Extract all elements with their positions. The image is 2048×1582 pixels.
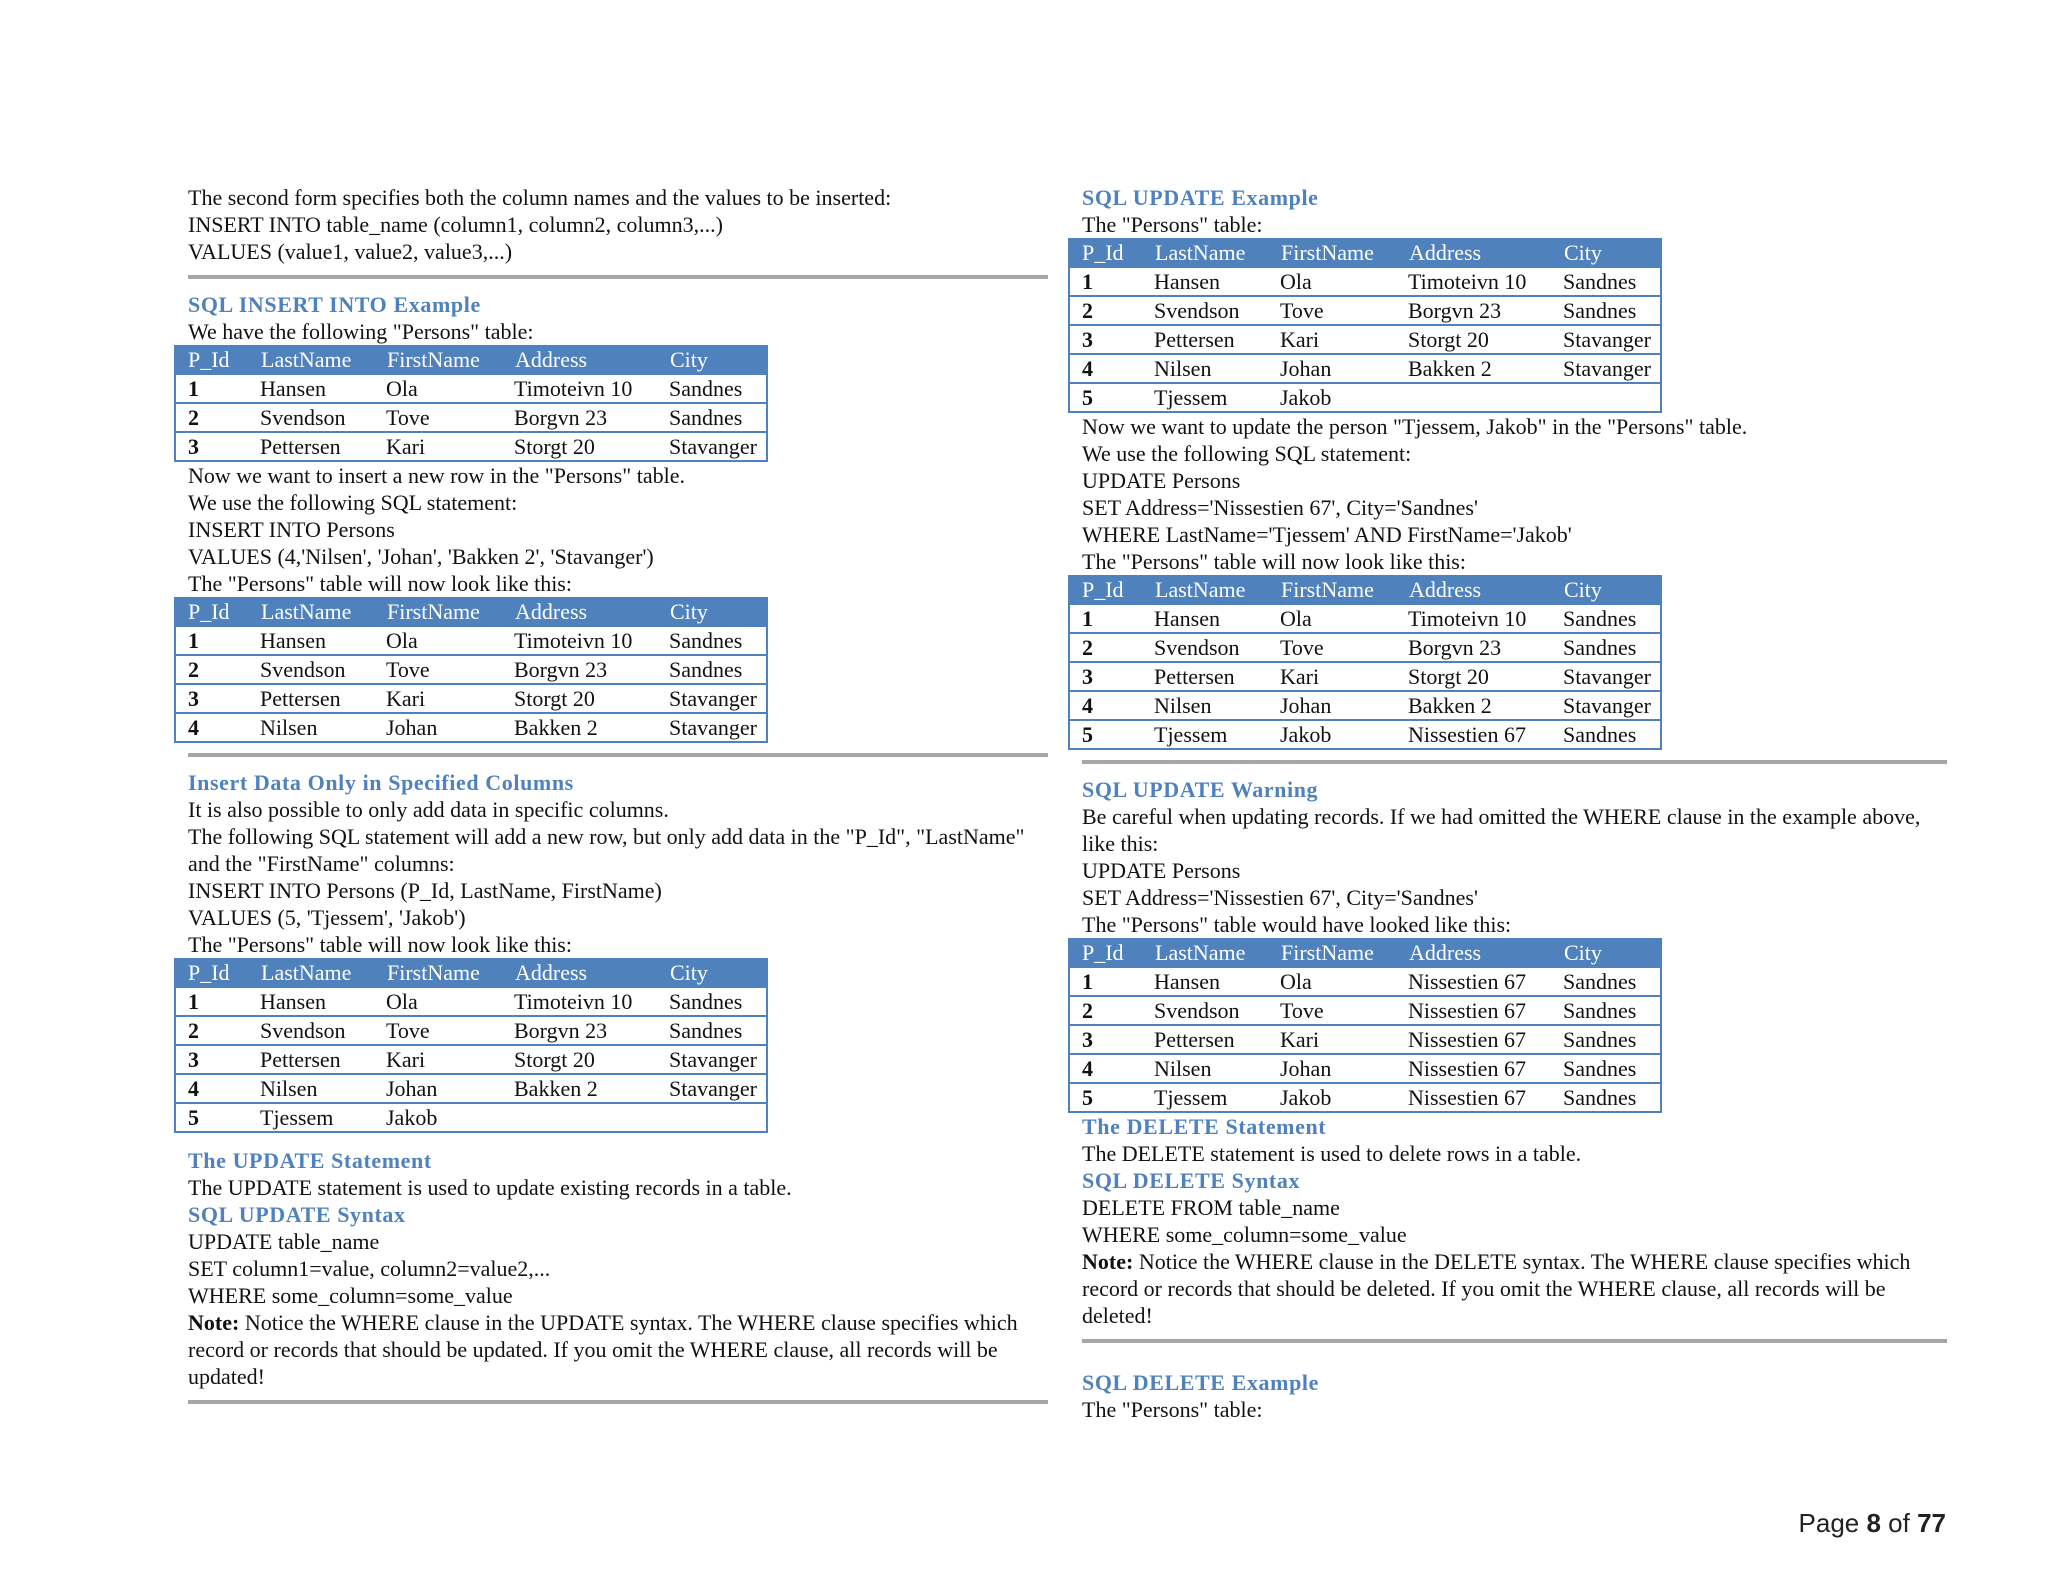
table-cell: Sandnes: [657, 403, 767, 432]
table-cell: Stavanger: [657, 1045, 767, 1074]
table-header-row: [1069, 939, 1661, 967]
syntax-line: UPDATE table_name: [188, 1229, 380, 1254]
table-row: [1069, 325, 1661, 354]
table-cell: Bakken 2: [1396, 691, 1551, 720]
persons-table: [1068, 575, 1662, 750]
table-row: [175, 403, 767, 432]
delete-syntax-heading: SQL DELETE Syntax: [1082, 1168, 1301, 1193]
table-cell: Nissestien 67: [1396, 1025, 1551, 1054]
table-cell: Johan: [374, 713, 502, 742]
persons-table: [174, 958, 768, 1133]
table-row: [175, 1074, 767, 1103]
table-cell: Stavanger: [657, 432, 767, 461]
specified-line: VALUES (5, 'Tjessem', 'Jakob'): [188, 905, 466, 930]
table-cell: 5: [1069, 1083, 1142, 1112]
table-row: [1069, 691, 1661, 720]
column-header: City: [1551, 939, 1661, 967]
delete-statement-heading: The DELETE Statement: [1082, 1114, 1327, 1139]
table-cell: Borgvn 23: [502, 655, 657, 684]
table-row: [1069, 1083, 1661, 1112]
table-cell: 2: [1069, 996, 1142, 1025]
table-cell: Storgt 20: [1396, 325, 1551, 354]
table-cell: Tjessem: [1142, 1083, 1268, 1112]
column-header: FirstName: [374, 346, 502, 374]
table-row: [175, 684, 767, 713]
update-mid-line: The "Persons" table will now look like this:: [1082, 549, 1466, 574]
table-cell: 1: [175, 987, 248, 1016]
specified-line: The "Persons" table will now look like this:: [188, 932, 572, 957]
table-cell: Ola: [1268, 604, 1396, 633]
table-cell: Sandnes: [1551, 1025, 1661, 1054]
table-cell: Tove: [1268, 996, 1396, 1025]
column-header: Address: [502, 598, 657, 626]
column-header: LastName: [248, 346, 374, 374]
table-cell: Stavanger: [1551, 662, 1661, 691]
column-header: FirstName: [374, 959, 502, 987]
table-header-row: [175, 959, 767, 987]
warning-line: The "Persons" table would have looked like this:: [1082, 912, 1512, 937]
table-row: [1069, 296, 1661, 325]
specified-columns-heading: Insert Data Only in Specified Columns: [188, 770, 574, 795]
table-cell: Borgvn 23: [502, 1016, 657, 1045]
table-row: [175, 374, 767, 403]
column-header: Address: [502, 346, 657, 374]
table-cell: 3: [175, 684, 248, 713]
table-cell: Ola: [1268, 967, 1396, 996]
column-header: LastName: [1142, 939, 1268, 967]
table-cell: Johan: [1268, 1054, 1396, 1083]
column-header: City: [657, 598, 767, 626]
table-cell: Sandnes: [1551, 633, 1661, 662]
table-cell: Sandnes: [657, 1016, 767, 1045]
table-cell: Borgvn 23: [1396, 296, 1551, 325]
update-mid-line: We use the following SQL statement:: [1082, 441, 1412, 466]
warning-text: Be careful when updating records. If we had omitted the WHERE clause in the example above, like this:: [1082, 804, 1921, 856]
table-cell: Hansen: [1142, 967, 1268, 996]
table-cell: Stavanger: [657, 1074, 767, 1103]
table-cell: [502, 1103, 657, 1132]
table-cell: 3: [175, 1045, 248, 1074]
table-cell: Stavanger: [657, 684, 767, 713]
column-header: P_Id: [1069, 576, 1142, 604]
insert-mid-line: We use the following SQL statement:: [188, 490, 518, 515]
table-cell: Jakob: [1268, 383, 1396, 412]
left-column: [188, 184, 1048, 1416]
table-row: [1069, 720, 1661, 749]
table-cell: Sandnes: [1551, 996, 1661, 1025]
table-cell: Bakken 2: [1396, 354, 1551, 383]
update-statement-text: The UPDATE statement is used to update existing records in a table.: [188, 1175, 792, 1200]
table-cell: [1551, 383, 1661, 412]
intro-line: VALUES (value1, value2, value3,...): [188, 239, 513, 264]
column-header: FirstName: [374, 598, 502, 626]
table-cell: Sandnes: [657, 626, 767, 655]
persons-table: [174, 597, 768, 743]
table-cell: [657, 1103, 767, 1132]
column-header: LastName: [248, 598, 374, 626]
update-statement-heading: The UPDATE Statement: [188, 1148, 432, 1173]
table-row: [1069, 1054, 1661, 1083]
table-cell: Tjessem: [1142, 383, 1268, 412]
table-cell: Stavanger: [1551, 691, 1661, 720]
insert-mid-line: VALUES (4,'Nilsen', 'Johan', 'Bakken 2', 'Stavanger'): [188, 544, 654, 569]
intro-line: The second form specifies both the column names and the values to be inserted:: [188, 185, 892, 210]
column-header: City: [657, 346, 767, 374]
table-cell: Johan: [374, 1074, 502, 1103]
table-cell: Timoteivn 10: [502, 626, 657, 655]
note-label: Note:: [188, 1310, 240, 1335]
table-cell: Stavanger: [1551, 354, 1661, 383]
column-header: P_Id: [175, 959, 248, 987]
table-cell: Pettersen: [248, 684, 374, 713]
table-cell: Kari: [374, 1045, 502, 1074]
specified-line: It is also possible to only add data in specific columns.: [188, 797, 669, 822]
table-cell: Storgt 20: [502, 684, 657, 713]
table-cell: Tove: [374, 655, 502, 684]
table-cell: Pettersen: [1142, 1025, 1268, 1054]
table-cell: 3: [175, 432, 248, 461]
table-row: [175, 1103, 767, 1132]
table-cell: Tjessem: [1142, 720, 1268, 749]
table-cell: Sandnes: [1551, 604, 1661, 633]
table-cell: 1: [1069, 267, 1142, 296]
table-cell: Kari: [1268, 662, 1396, 691]
table-cell: Ola: [374, 987, 502, 1016]
table-row: [175, 1016, 767, 1045]
table-cell: Tove: [374, 403, 502, 432]
table-cell: Svendson: [1142, 633, 1268, 662]
table-cell: 2: [175, 1016, 248, 1045]
table-cell: Ola: [374, 626, 502, 655]
table-cell: Storgt 20: [1396, 662, 1551, 691]
table-cell: Nilsen: [248, 1074, 374, 1103]
persons-table: [1068, 938, 1662, 1113]
table-cell: Sandnes: [1551, 1083, 1661, 1112]
table-cell: 2: [175, 655, 248, 684]
table-row: [1069, 1025, 1661, 1054]
table-cell: 2: [1069, 296, 1142, 325]
table-row: [1069, 996, 1661, 1025]
syntax-line: SET column1=value, column2=value2,...: [188, 1256, 551, 1281]
table-cell: Johan: [1268, 354, 1396, 383]
syntax-line: WHERE some_column=some_value: [1082, 1222, 1407, 1247]
syntax-line: WHERE some_column=some_value: [188, 1283, 513, 1308]
column-header: FirstName: [1268, 939, 1396, 967]
table-cell: Svendson: [1142, 996, 1268, 1025]
table-cell: 3: [1069, 662, 1142, 691]
table-cell: 5: [175, 1103, 248, 1132]
intro-line: INSERT INTO table_name (column1, column2, column3,...): [188, 212, 723, 237]
update-note: [188, 1309, 1048, 1390]
table-cell: Sandnes: [657, 655, 767, 684]
note-text: Notice the WHERE clause in the DELETE syntax. The WHERE clause specifies which record or records that should be deleted. If you omit the WHERE clause, all records will be deleted!: [1082, 1249, 1911, 1328]
specified-line: INSERT INTO Persons (P_Id, LastName, FirstName): [188, 878, 662, 903]
table-cell: Jakob: [1268, 720, 1396, 749]
column-header: LastName: [1142, 576, 1268, 604]
table-cell: Stavanger: [657, 713, 767, 742]
syntax-line: DELETE FROM table_name: [1082, 1195, 1340, 1220]
table-cell: Sandnes: [1551, 1054, 1661, 1083]
table-row: [1069, 604, 1661, 633]
update-example-heading: SQL UPDATE Example: [1082, 185, 1319, 210]
delete-note: [1082, 1248, 1947, 1329]
table-cell: Sandnes: [1551, 267, 1661, 296]
table-cell: Nilsen: [248, 713, 374, 742]
table-cell: Sandnes: [1551, 967, 1661, 996]
column-header: P_Id: [175, 346, 248, 374]
column-header: LastName: [1142, 239, 1268, 267]
table-cell: Timoteivn 10: [1396, 604, 1551, 633]
table-row: [1069, 354, 1661, 383]
table-cell: 4: [1069, 1054, 1142, 1083]
table-row: [175, 432, 767, 461]
table-header-row: [175, 598, 767, 626]
table-cell: Jakob: [374, 1103, 502, 1132]
table-cell: Tove: [1268, 633, 1396, 662]
table-cell: Timoteivn 10: [1396, 267, 1551, 296]
table-cell: Tjessem: [248, 1103, 374, 1132]
table-cell: 1: [1069, 604, 1142, 633]
table-row: [1069, 662, 1661, 691]
table-cell: Jakob: [1268, 1083, 1396, 1112]
table-cell: Nilsen: [1142, 691, 1268, 720]
delete-example-text: The "Persons" table:: [1082, 1397, 1263, 1422]
delete-statement-text: The DELETE statement is used to delete rows in a table.: [1082, 1141, 1582, 1166]
table-row: [1069, 267, 1661, 296]
table-cell: Kari: [1268, 1025, 1396, 1054]
insert-mid-line: Now we want to insert a new row in the "Persons" table.: [188, 463, 685, 488]
column-header: City: [1551, 576, 1661, 604]
table-cell: Ola: [1268, 267, 1396, 296]
update-example-text: The "Persons" table:: [1082, 212, 1263, 237]
table-cell: Sandnes: [657, 374, 767, 403]
page-current: 8: [1866, 1508, 1881, 1538]
column-header: Address: [1396, 239, 1551, 267]
table-header-row: [1069, 239, 1661, 267]
update-syntax-heading: SQL UPDATE Syntax: [188, 1202, 406, 1227]
column-header: FirstName: [1268, 576, 1396, 604]
column-header: P_Id: [1069, 939, 1142, 967]
table-cell: Hansen: [248, 987, 374, 1016]
table-cell: Nilsen: [1142, 354, 1268, 383]
table-row: [175, 1045, 767, 1074]
page-prefix: Page: [1798, 1508, 1867, 1538]
persons-table: [174, 345, 768, 462]
table-cell: Storgt 20: [502, 432, 657, 461]
table-cell: Svendson: [248, 1016, 374, 1045]
table-cell: Svendson: [248, 403, 374, 432]
table-cell: Hansen: [248, 626, 374, 655]
update-mid-line: WHERE LastName='Tjessem' AND FirstName='Jakob': [1082, 522, 1572, 547]
table-cell: Kari: [374, 684, 502, 713]
table-cell: 1: [1069, 967, 1142, 996]
table-cell: Svendson: [1142, 296, 1268, 325]
column-header: Address: [1396, 939, 1551, 967]
note-label: Note:: [1082, 1249, 1134, 1274]
table-row: [175, 626, 767, 655]
page-number: [1799, 1508, 1946, 1539]
table-cell: Bakken 2: [502, 713, 657, 742]
insert-mid-line: The "Persons" table will now look like this:: [188, 571, 572, 596]
column-header: City: [657, 959, 767, 987]
table-cell: Nissestien 67: [1396, 1054, 1551, 1083]
insert-mid-line: INSERT INTO Persons: [188, 517, 395, 542]
table-cell: 4: [175, 1074, 248, 1103]
table-cell: Ola: [374, 374, 502, 403]
section-divider: [188, 275, 1048, 279]
column-header: P_Id: [1069, 239, 1142, 267]
table-cell: Nissestien 67: [1396, 1083, 1551, 1112]
table-header-row: [1069, 576, 1661, 604]
table-cell: Tove: [1268, 296, 1396, 325]
table-cell: 2: [175, 403, 248, 432]
table-cell: Pettersen: [1142, 325, 1268, 354]
table-cell: Johan: [1268, 691, 1396, 720]
table-cell: Sandnes: [1551, 720, 1661, 749]
specified-line: The following SQL statement will add a new row, but only add data in the "P_Id", "LastName" and the "FirstName" columns:: [188, 824, 1025, 876]
table-cell: Timoteivn 10: [502, 987, 657, 1016]
table-cell: Hansen: [248, 374, 374, 403]
update-mid-line: SET Address='Nissestien 67', City='Sandnes': [1082, 495, 1478, 520]
table-row: [175, 655, 767, 684]
table-cell: Svendson: [248, 655, 374, 684]
update-mid-line: UPDATE Persons: [1082, 468, 1241, 493]
right-column: [1082, 184, 1947, 1423]
table-row: [175, 987, 767, 1016]
page-of: of: [1880, 1508, 1918, 1538]
table-cell: Nissestien 67: [1396, 720, 1551, 749]
insert-example-heading: SQL INSERT INTO Example: [188, 292, 481, 317]
table-cell: Sandnes: [1551, 296, 1661, 325]
table-cell: Pettersen: [248, 1045, 374, 1074]
table-cell: Sandnes: [657, 987, 767, 1016]
column-header: LastName: [248, 959, 374, 987]
table-cell: Kari: [1268, 325, 1396, 354]
table-cell: [1396, 383, 1551, 412]
table-cell: Nilsen: [1142, 1054, 1268, 1083]
table-cell: 4: [175, 713, 248, 742]
table-cell: 4: [1069, 354, 1142, 383]
table-cell: 5: [1069, 383, 1142, 412]
table-cell: 3: [1069, 1025, 1142, 1054]
table-cell: Pettersen: [248, 432, 374, 461]
table-cell: Pettersen: [1142, 662, 1268, 691]
persons-table: [1068, 238, 1662, 413]
table-cell: Hansen: [1142, 604, 1268, 633]
table-row: [1069, 383, 1661, 412]
column-header: FirstName: [1268, 239, 1396, 267]
column-header: Address: [502, 959, 657, 987]
table-cell: 2: [1069, 633, 1142, 662]
column-header: City: [1551, 239, 1661, 267]
table-cell: Borgvn 23: [1396, 633, 1551, 662]
table-cell: Nissestien 67: [1396, 996, 1551, 1025]
table-row: [175, 713, 767, 742]
section-divider: [188, 753, 1048, 757]
table-cell: 1: [175, 626, 248, 655]
table-cell: 1: [175, 374, 248, 403]
update-warning-heading: SQL UPDATE Warning: [1082, 777, 1319, 802]
warning-line: SET Address='Nissestien 67', City='Sandnes': [1082, 885, 1478, 910]
delete-example-heading: SQL DELETE Example: [1082, 1370, 1319, 1395]
table-cell: Stavanger: [1551, 325, 1661, 354]
table-cell: 4: [1069, 691, 1142, 720]
table-cell: Nissestien 67: [1396, 967, 1551, 996]
table-cell: Borgvn 23: [502, 403, 657, 432]
section-divider: [1082, 1339, 1947, 1343]
column-header: Address: [1396, 576, 1551, 604]
section-divider: [1082, 760, 1947, 764]
table-cell: 5: [1069, 720, 1142, 749]
note-text: Notice the WHERE clause in the UPDATE syntax. The WHERE clause specifies which record or records that should be updated. If you omit the WHERE clause, all records will be updated!: [188, 1310, 1018, 1389]
insert-example-text: We have the following "Persons" table:: [188, 319, 534, 344]
table-cell: Storgt 20: [502, 1045, 657, 1074]
table-cell: Timoteivn 10: [502, 374, 657, 403]
table-row: [1069, 967, 1661, 996]
table-cell: 3: [1069, 325, 1142, 354]
section-divider: [188, 1400, 1048, 1404]
table-row: [1069, 633, 1661, 662]
table-cell: Kari: [374, 432, 502, 461]
column-header: P_Id: [175, 598, 248, 626]
table-header-row: [175, 346, 767, 374]
table-cell: Hansen: [1142, 267, 1268, 296]
update-mid-line: Now we want to update the person "Tjessem, Jakob" in the "Persons" table.: [1082, 414, 1748, 439]
page-total: 77: [1917, 1508, 1946, 1538]
warning-line: UPDATE Persons: [1082, 858, 1241, 883]
table-cell: Bakken 2: [502, 1074, 657, 1103]
table-cell: Tove: [374, 1016, 502, 1045]
